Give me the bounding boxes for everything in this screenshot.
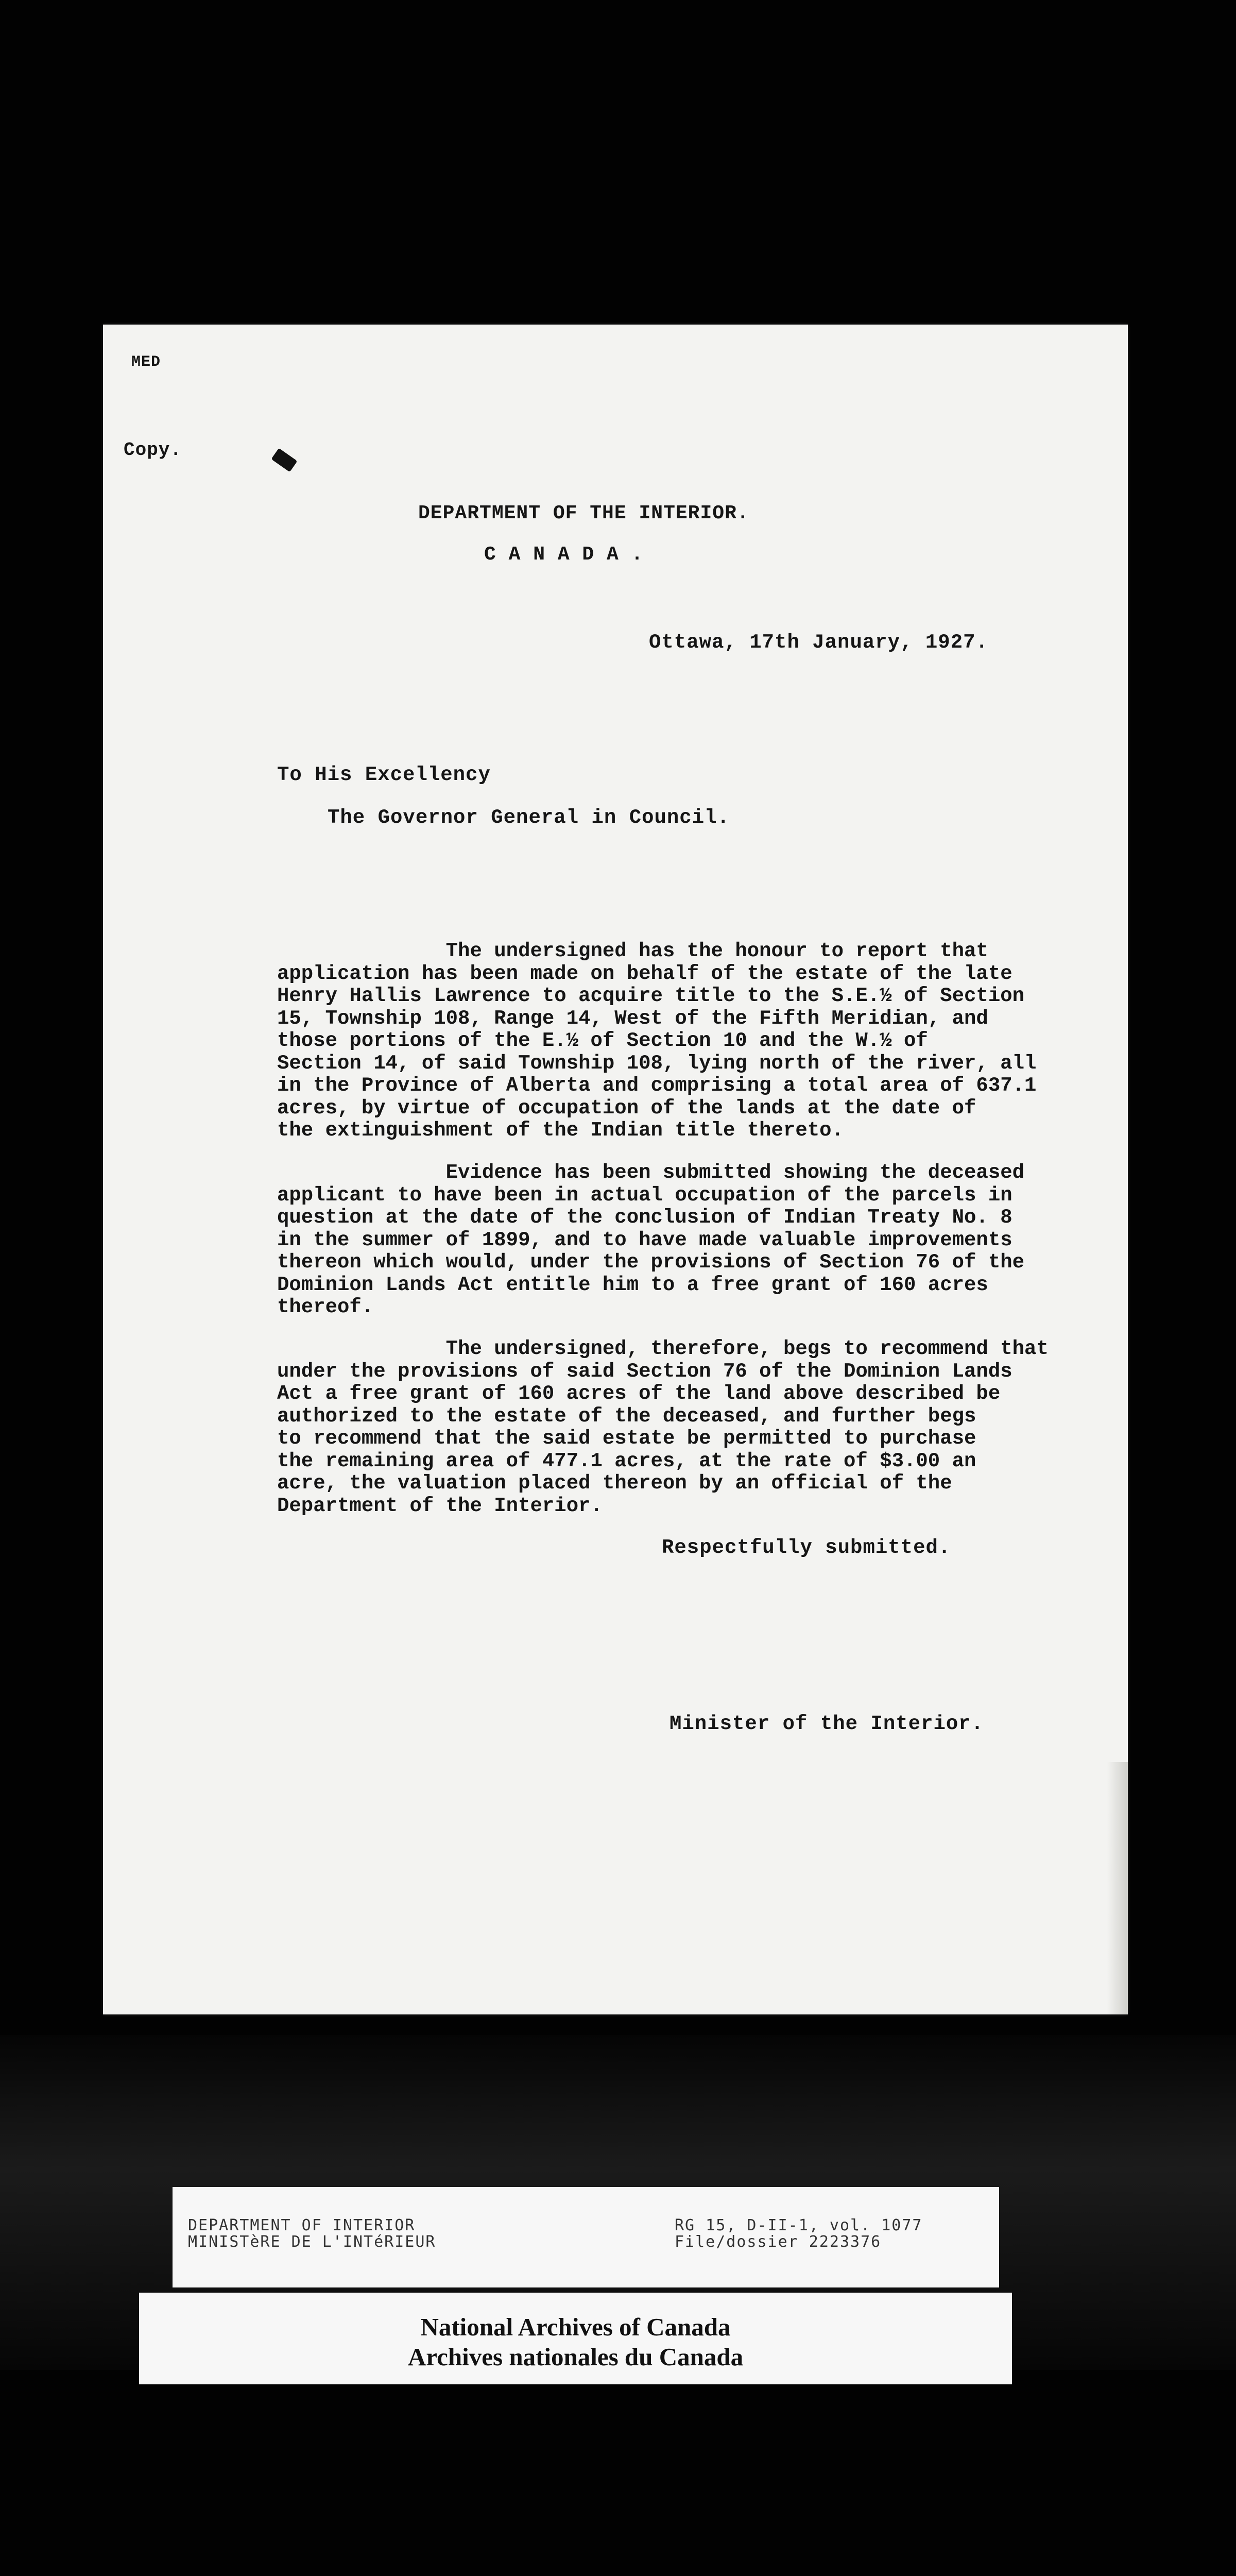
department-en: DEPARTMENT OF INTERIOR (188, 2216, 416, 2234)
addressee: The Governor General in Council. (328, 806, 730, 829)
department-heading: DEPARTMENT OF THE INTERIOR. (418, 502, 749, 524)
page-curl-shadow (1107, 1762, 1128, 2014)
archives-name-fr: Archives nationales du Canada (407, 2343, 744, 2371)
archive-reference-label (173, 2187, 999, 2287)
closing: Respectfully submitted. (662, 1536, 951, 1559)
department-fr: MINISTèRE DE L'INTéRIEUR (188, 2233, 436, 2251)
paragraph-2: Evidence has been submitted showing the deceased applicant to have been in actual occupation of the parcels in question at the date of the conclusion of Indian Treaty No. 8 in the summer of 1899, and to have made valuable improvements thereon which would, under the provisions of Section 76 of the Dominion Lands Act entitle him to a free grant of 160 acres thereof. (277, 1161, 1025, 1318)
archives-banner (139, 2293, 1012, 2384)
country-heading: C A N A D A . (484, 544, 644, 566)
copy-mark: Copy. (124, 439, 182, 461)
archives-name-en: National Archives of Canada (420, 2313, 731, 2341)
corner-mark: MED (131, 353, 161, 371)
signature-title: Minister of the Interior. (670, 1713, 984, 1735)
paragraph-3: The undersigned, therefore, begs to recommend that under the provisions of said Section 76 of the Dominion Lands Act a free grant of 160 acres of the land above described be authorized to the estate of the deceased, and further begs to recommend that the said estate be permitted to purchase the remaining area of 477.1 acres, at the rate of $3.00 an acre, the valuation placed thereon by an official of the Department of the Interior. (277, 1337, 1049, 1517)
salutation: To His Excellency (277, 764, 491, 786)
file-number: File/dossier 2223376 (675, 2233, 882, 2251)
date-line: Ottawa, 17th January, 1927. (649, 631, 988, 654)
paragraph-1: The undersigned has the honour to report that application has been made on behalf of the estate of the late Henry Hallis Lawrence to acquire title to the S.E.½ of Section 15, Township 108, Range 14, West of the Fifth Meridian, and those portions of the E.½ of Section 10 and the W.½ of Section 14, of said Township 108, lying north of the river, all in the Province of Alberta and comprising a total area of 637.1 acres, by virtue of occupation of the lands at the date of the extinguishment of the Indian title thereto. (277, 940, 1037, 1142)
record-reference: RG 15, D-II-1, vol. 1077 (675, 2216, 923, 2234)
